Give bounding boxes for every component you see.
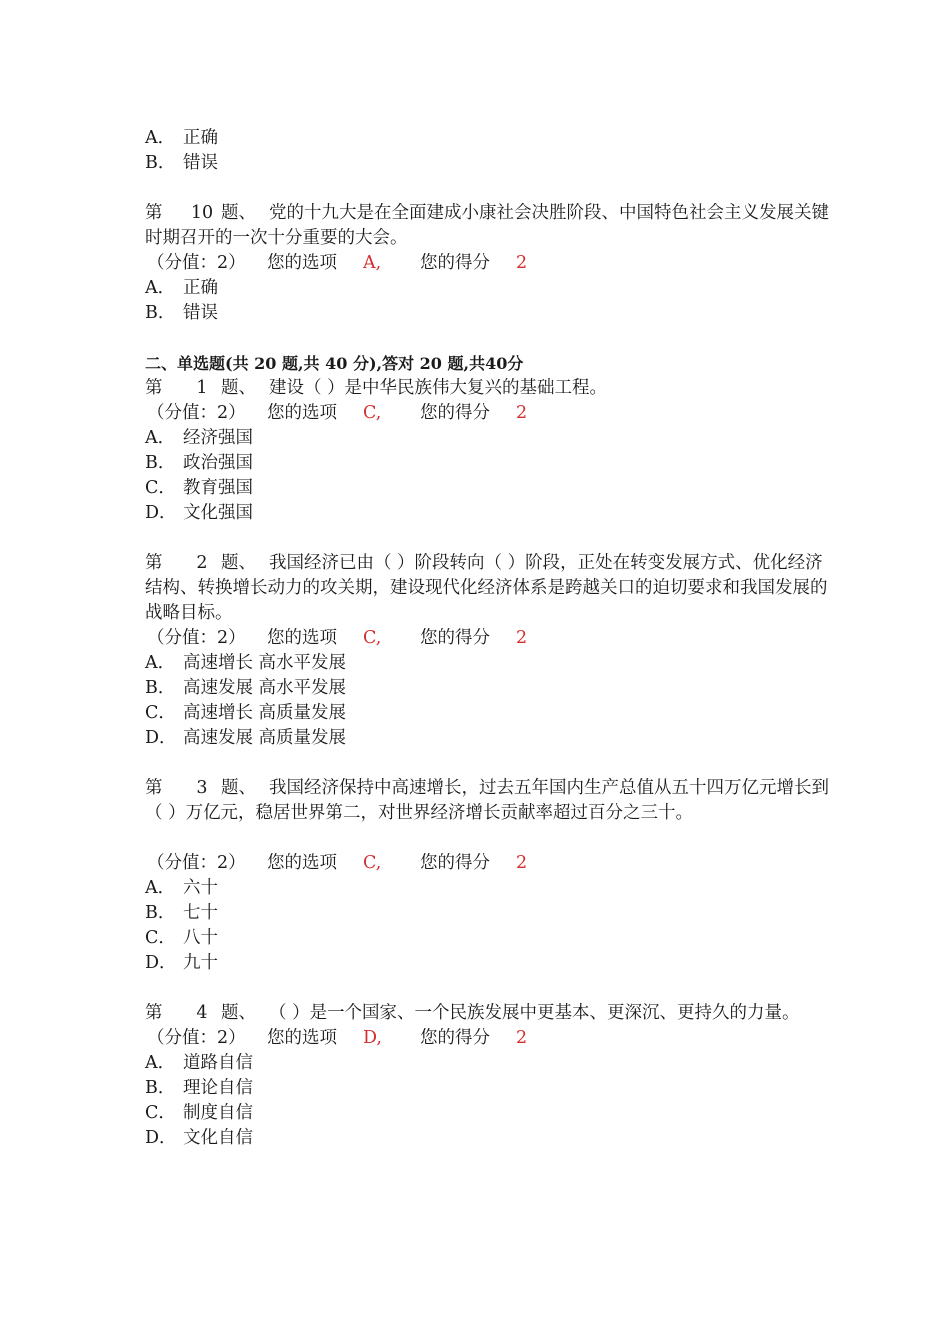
option-d xyxy=(145,501,835,526)
section-heading: 二、单选题(共 20 题,共 40 分),答对 20 题,共40分 xyxy=(145,354,524,373)
selected-choice: C, xyxy=(363,628,382,648)
score-label: （分值：2） xyxy=(147,628,246,648)
option-letter: C． xyxy=(145,1103,176,1123)
question-prefix: 第 xyxy=(145,378,163,398)
question-prefix: 第 xyxy=(145,778,163,798)
tf-tail-options xyxy=(145,126,835,176)
option-letter: A． xyxy=(145,428,176,448)
option-letter: C． xyxy=(145,478,176,498)
option-d xyxy=(145,1126,835,1151)
option-letter: B． xyxy=(145,453,176,473)
option-text: 八十 xyxy=(183,928,218,948)
score-line xyxy=(145,1026,835,1051)
got-score: 2 xyxy=(516,1028,528,1048)
selected-choice: A, xyxy=(363,253,382,273)
option-letter: B． xyxy=(145,153,176,173)
question-number: 4 xyxy=(196,1003,208,1023)
option-text: 高速发展 高水平发展 xyxy=(183,678,347,698)
option-text: 六十 xyxy=(183,878,218,898)
option-letter: A． xyxy=(145,278,176,298)
selected-choice: C, xyxy=(363,853,382,873)
question-stem xyxy=(145,1001,835,1026)
option-a xyxy=(145,276,835,301)
option-letter: C． xyxy=(145,703,176,723)
got-score: 2 xyxy=(516,853,528,873)
option-letter: A． xyxy=(145,878,176,898)
option-letter: D． xyxy=(145,953,177,973)
choice-label: 您的选项 xyxy=(267,628,337,648)
score-label: （分值：2） xyxy=(147,1028,246,1048)
option-text: 正确 xyxy=(183,278,218,298)
got-label: 您的得分 xyxy=(420,628,490,648)
question-block-s2-2 xyxy=(145,551,835,751)
question-block-s2-3 xyxy=(145,776,835,976)
option-letter: B． xyxy=(145,1078,176,1098)
question-text: 我国经济保持中高速增长，过去五年国内生产总值从五十四万亿元增长到（ ）万亿元，稳居世界第二，对世界经济增长贡献率超过百分之三十。 xyxy=(145,778,829,823)
option-a xyxy=(145,126,835,151)
option-text: 制度自信 xyxy=(183,1103,253,1123)
score-label: （分值：2） xyxy=(147,253,246,273)
option-text: 高速发展 高质量发展 xyxy=(183,728,347,748)
option-text: 道路自信 xyxy=(183,1053,253,1073)
question-prefix: 第 xyxy=(145,1003,163,1023)
option-a xyxy=(145,876,835,901)
option-text: 政治强国 xyxy=(183,453,253,473)
question-stem xyxy=(145,376,835,401)
option-b xyxy=(145,676,835,701)
question-block-10 xyxy=(145,201,835,326)
option-letter: A． xyxy=(145,1053,176,1073)
question-prefix: 第 xyxy=(145,553,163,573)
question-stem xyxy=(145,776,835,826)
option-d xyxy=(145,726,835,751)
got-score: 2 xyxy=(516,403,528,423)
question-text: （ ）是一个国家、一个民族发展中更基本、更深沉、更持久的力量。 xyxy=(269,1003,800,1023)
score-line xyxy=(145,626,835,651)
score-line xyxy=(145,401,835,426)
question-suffix: 题、 xyxy=(221,1003,256,1023)
option-text: 文化强国 xyxy=(183,503,253,523)
option-text: 文化自信 xyxy=(183,1128,253,1148)
option-letter: A． xyxy=(145,653,176,673)
option-text: 错误 xyxy=(183,303,218,323)
question-suffix: 题、 xyxy=(221,553,256,573)
score-label: （分值：2） xyxy=(147,403,246,423)
question-suffix: 题、 xyxy=(221,378,256,398)
option-letter: B． xyxy=(145,678,176,698)
option-text: 高速增长 高水平发展 xyxy=(183,653,347,673)
option-c xyxy=(145,701,835,726)
option-text: 错误 xyxy=(183,153,218,173)
option-letter: B． xyxy=(145,903,176,923)
option-b xyxy=(145,901,835,926)
option-a xyxy=(145,1051,835,1076)
question-stem xyxy=(145,551,835,626)
question-stem xyxy=(145,201,835,251)
option-c xyxy=(145,1101,835,1126)
got-label: 您的得分 xyxy=(420,1028,490,1048)
option-letter: D． xyxy=(145,728,177,748)
got-score: 2 xyxy=(516,253,528,273)
got-score: 2 xyxy=(516,628,528,648)
option-a xyxy=(145,426,835,451)
option-b xyxy=(145,301,835,326)
option-text: 七十 xyxy=(183,903,218,923)
option-text: 高速增长 高质量发展 xyxy=(183,703,347,723)
question-number: 3 xyxy=(196,778,208,798)
got-label: 您的得分 xyxy=(420,403,490,423)
selected-choice: D, xyxy=(363,1028,382,1048)
option-text: 教育强国 xyxy=(183,478,253,498)
question-number: 1 xyxy=(196,378,208,398)
option-b xyxy=(145,1076,835,1101)
choice-label: 您的选项 xyxy=(267,853,337,873)
question-text: 我国经济已由（ ）阶段转向（ ）阶段，正处在转变发展方式、优化经济结构、转换增长动力的攻关期，建设现代化经济体系是跨越关口的迫切要求和我国发展的战略目标。 xyxy=(145,553,828,623)
score-label: （分值：2） xyxy=(147,853,246,873)
option-a xyxy=(145,651,835,676)
option-letter: C． xyxy=(145,928,176,948)
option-text: 经济强国 xyxy=(183,428,253,448)
option-d xyxy=(145,951,835,976)
choice-label: 您的选项 xyxy=(267,403,337,423)
got-label: 您的得分 xyxy=(420,853,490,873)
question-prefix: 第 xyxy=(145,203,163,223)
question-text: 建设（ ）是中华民族伟大复兴的基础工程。 xyxy=(269,378,608,398)
question-suffix: 题、 xyxy=(221,778,256,798)
option-text: 正确 xyxy=(183,128,218,148)
question-text: 党的十九大是在全面建成小康社会决胜阶段、中国特色社会主义发展关键时期召开的一次十分重要的大会。 xyxy=(145,203,829,248)
option-letter: D． xyxy=(145,1128,177,1148)
question-block-s2-1 xyxy=(145,376,835,526)
option-letter: B． xyxy=(145,303,176,323)
question-block-s2-4 xyxy=(145,1001,835,1151)
option-b xyxy=(145,451,835,476)
score-line xyxy=(145,851,835,876)
got-label: 您的得分 xyxy=(420,253,490,273)
selected-choice: C, xyxy=(363,403,382,423)
option-letter: A． xyxy=(145,128,176,148)
option-text: 理论自信 xyxy=(183,1078,253,1098)
option-b xyxy=(145,151,835,176)
question-number: 10 xyxy=(190,203,214,223)
option-text: 九十 xyxy=(183,953,218,973)
question-number: 2 xyxy=(196,553,208,573)
option-c xyxy=(145,476,835,501)
choice-label: 您的选项 xyxy=(267,253,337,273)
choice-label: 您的选项 xyxy=(267,1028,337,1048)
option-letter: D． xyxy=(145,503,177,523)
score-line xyxy=(145,251,835,276)
exam-result-page xyxy=(145,126,835,1151)
question-suffix: 题、 xyxy=(221,203,256,223)
option-c xyxy=(145,926,835,951)
